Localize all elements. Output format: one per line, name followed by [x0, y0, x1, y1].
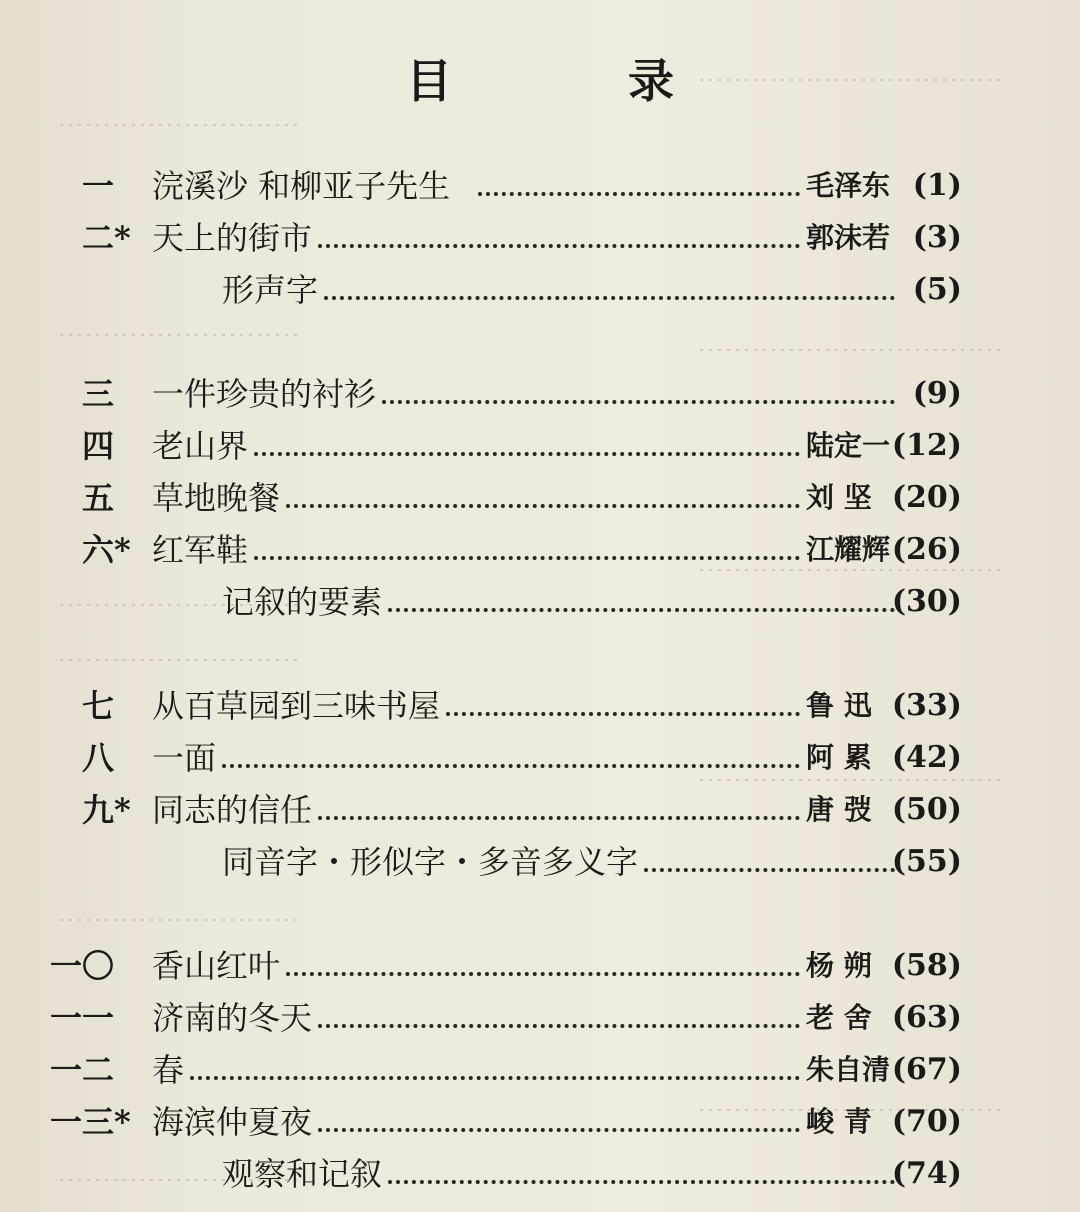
- entry-author: 鲁 迅: [806, 689, 872, 722]
- dot-leader: [318, 816, 800, 820]
- page-title: 目 录: [405, 54, 754, 108]
- entry-number: 九*: [82, 791, 131, 829]
- toc-entry[interactable]: [0, 940, 1080, 992]
- entry-author: 杨 朔: [806, 949, 872, 982]
- dot-leader: [318, 244, 800, 248]
- entry-author: 朱自清: [806, 1053, 891, 1086]
- entry-title: 海滨仲夏夜: [152, 1103, 313, 1141]
- dot-leader: [190, 1076, 800, 1080]
- entry-title: 形声字: [222, 271, 319, 309]
- dot-leader: [382, 400, 895, 404]
- entry-title: 草地晚餐: [152, 479, 281, 517]
- entry-page-number: (26): [891, 532, 962, 567]
- dot-leader: [318, 1128, 800, 1132]
- dot-leader: [388, 1180, 895, 1184]
- entry-author: 阿 累: [806, 741, 872, 774]
- entry-author: 峻 青: [806, 1105, 872, 1138]
- toc-subentry[interactable]: [0, 1148, 1080, 1200]
- entry-number: 八: [82, 739, 115, 777]
- entry-title: 春: [152, 1051, 185, 1089]
- dot-leader: [254, 556, 800, 560]
- toc-subentry[interactable]: [0, 836, 1080, 888]
- entry-number: 一三*: [50, 1103, 131, 1141]
- dot-leader: [446, 712, 800, 716]
- entry-page-number: (58): [891, 948, 962, 983]
- entry-author: 郭沫若: [806, 221, 891, 254]
- toc-entry[interactable]: [0, 368, 1080, 420]
- toc-entry[interactable]: [0, 472, 1080, 524]
- entry-author: 老 舍: [806, 1001, 872, 1034]
- entry-page-number: (70): [891, 1104, 962, 1139]
- entry-page-number: (1): [912, 168, 962, 203]
- entry-author: 陆定一: [806, 429, 891, 462]
- entry-author: 江耀辉: [806, 533, 891, 566]
- entry-page-number: (50): [891, 792, 962, 827]
- dot-leader: [318, 1024, 800, 1028]
- entry-title: 香山红叶: [152, 947, 281, 985]
- entry-page-number: (42): [891, 740, 962, 775]
- entry-title: 观察和记叙: [222, 1155, 383, 1193]
- toc-entry[interactable]: [0, 732, 1080, 784]
- entry-number: 一〇: [50, 947, 115, 985]
- entry-title: 同志的信任: [152, 791, 313, 829]
- entry-page-number: (9): [912, 376, 962, 411]
- dot-leader: [324, 296, 895, 300]
- toc-entry[interactable]: [0, 992, 1080, 1044]
- entry-number: 一: [82, 167, 115, 205]
- entry-title: 一面: [152, 739, 217, 777]
- entry-number: 七: [82, 687, 115, 725]
- entry-title: 济南的冬天: [152, 999, 313, 1037]
- toc-subentry[interactable]: [0, 264, 1080, 316]
- entry-page-number: (74): [891, 1156, 962, 1191]
- entry-number: 一二: [50, 1051, 115, 1089]
- dot-leader: [388, 608, 895, 612]
- entry-number: 四: [82, 427, 115, 465]
- entry-page-number: (33): [891, 688, 962, 723]
- entry-page-number: (12): [891, 428, 962, 463]
- entry-title: 红军鞋: [152, 531, 249, 569]
- dot-leader: [478, 192, 800, 196]
- entry-author: 刘 坚: [806, 481, 872, 514]
- entry-number: 六*: [82, 531, 131, 569]
- entry-page-number: (67): [891, 1052, 962, 1087]
- entry-page-number: (5): [912, 272, 962, 307]
- entry-number: 五: [82, 479, 115, 517]
- entry-title: 一件珍贵的衬衫: [152, 375, 377, 413]
- toc-subentry[interactable]: [0, 576, 1080, 628]
- toc-entry[interactable]: [0, 1044, 1080, 1096]
- entry-page-number: (55): [891, 844, 962, 879]
- entry-number: 三: [82, 375, 115, 413]
- entry-title: 老山界: [152, 427, 249, 465]
- entry-title: 天上的街市: [152, 219, 313, 257]
- entry-page-number: (30): [891, 584, 962, 619]
- entry-author: 毛泽东: [806, 169, 891, 202]
- dot-leader: [286, 972, 800, 976]
- dot-leader: [254, 452, 800, 456]
- toc-entry[interactable]: [0, 420, 1080, 472]
- entry-number: 二*: [82, 219, 131, 257]
- entry-title: 记叙的要素: [222, 583, 383, 621]
- dot-leader: [222, 764, 800, 768]
- toc-entry[interactable]: [0, 1096, 1080, 1148]
- entry-title: 从百草园到三味书屋: [152, 687, 441, 725]
- dot-leader: [644, 868, 895, 872]
- dot-leader: [286, 504, 800, 508]
- entry-title: 浣溪沙 和柳亚子先生: [152, 167, 451, 205]
- entry-page-number: (20): [891, 480, 962, 515]
- toc-entry[interactable]: [0, 680, 1080, 732]
- toc-entry[interactable]: [0, 524, 1080, 576]
- entry-title: 同音字・形似字・多音多义字: [222, 843, 639, 881]
- entry-number: 一一: [50, 999, 115, 1037]
- toc-entry[interactable]: [0, 784, 1080, 836]
- toc-entry[interactable]: [0, 160, 1080, 212]
- entry-page-number: (63): [891, 1000, 962, 1035]
- entry-author: 唐 弢: [806, 793, 872, 826]
- toc-entry[interactable]: [0, 212, 1080, 264]
- entry-page-number: (3): [912, 220, 962, 255]
